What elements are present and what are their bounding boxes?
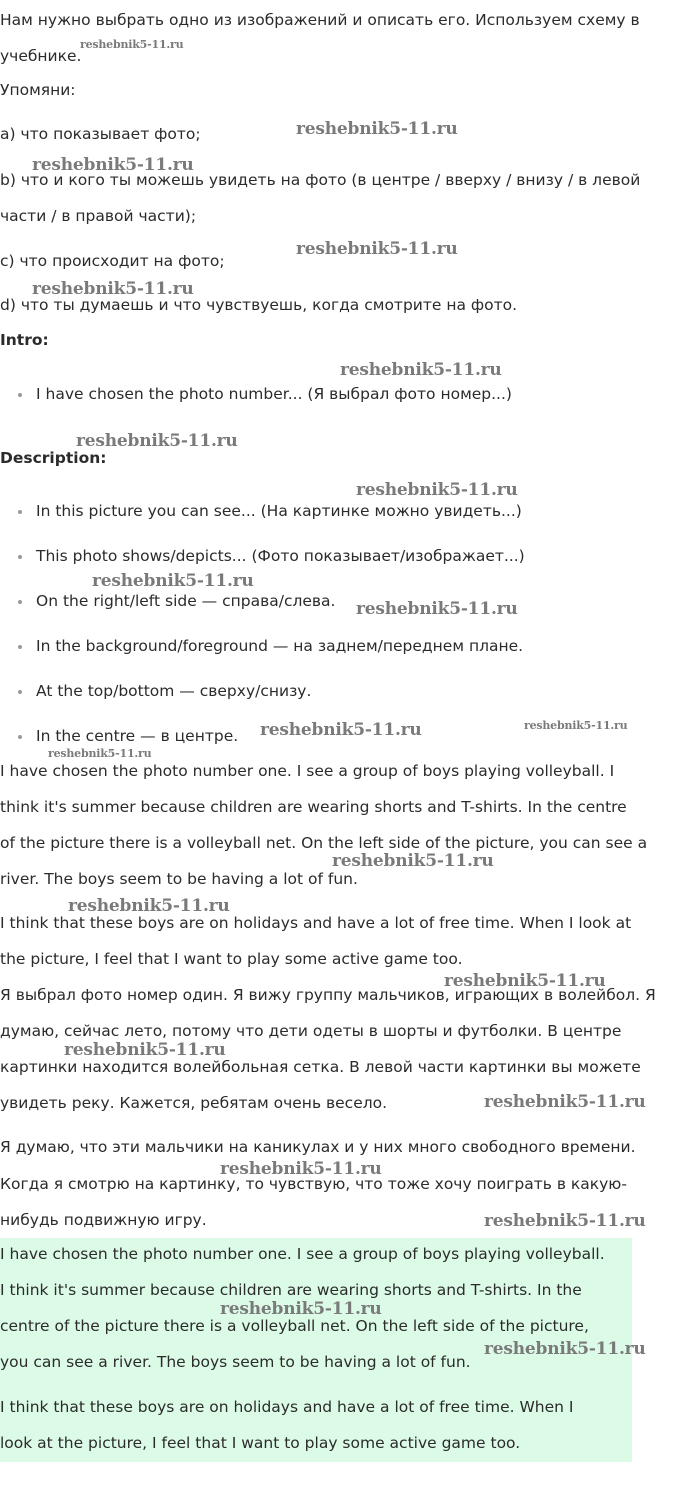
watermark: reshebnik5-11.ru bbox=[296, 239, 458, 259]
highlighted-text-line: you can see a river. The boys seem to be having a lot of fun. bbox=[0, 1353, 471, 1371]
mention-item-c: c) что происходит на фото; bbox=[0, 252, 225, 270]
description-list-item: In the background/foreground — на заднем/переднем плане. bbox=[36, 637, 524, 655]
english-text-line: I think that these boys are on holidays and have a lot of free time. When I look at bbox=[0, 914, 632, 932]
watermark: reshebnik5-11.ru bbox=[296, 119, 458, 139]
intro-list-item: I have chosen the photo number... (Я выбрал фото номер...) bbox=[36, 385, 512, 403]
intro-line: учебнике. bbox=[0, 47, 82, 65]
watermark: reshebnik5-11.ru bbox=[32, 279, 194, 299]
highlighted-text-line: centre of the picture there is a volleyball net. On the left side of the picture, bbox=[0, 1317, 589, 1335]
bullet-dot bbox=[18, 645, 22, 649]
bullet-dot bbox=[18, 393, 22, 397]
description-list-item: In this picture you can see... (На картинке можно увидеть...) bbox=[36, 502, 522, 520]
watermark: reshebnik5-11.ru bbox=[80, 38, 184, 51]
bullet-dot bbox=[18, 600, 22, 604]
watermark: reshebnik5-11.ru bbox=[48, 747, 152, 760]
highlighted-text-line: I have chosen the photo number one. I see a group of boys playing volleyball. bbox=[0, 1245, 605, 1263]
watermark: reshebnik5-11.ru bbox=[484, 1211, 646, 1231]
mention-item-a: a) что показывает фото; bbox=[0, 125, 201, 143]
intro-line: Нам нужно выбрать одно из изображений и описать его. Используем схему в bbox=[0, 11, 640, 29]
mention-item-d: d) что ты думаешь и что чувствуешь, когда смотрите на фото. bbox=[0, 296, 518, 314]
russian-text-line: Когда я смотрю на картинку, то чувствую, что тоже хочу поиграть в какую- bbox=[0, 1175, 627, 1193]
watermark: reshebnik5-11.ru bbox=[444, 971, 606, 991]
mention-item-b-cont: части / в правой части); bbox=[0, 207, 197, 225]
watermark: reshebnik5-11.ru bbox=[64, 1040, 226, 1060]
mention-item-b: b) что и кого ты можешь увидеть на фото (в центре / вверху / внизу / в левой bbox=[0, 171, 641, 189]
bullet-dot bbox=[18, 690, 22, 694]
watermark: reshebnik5-11.ru bbox=[484, 1092, 646, 1112]
bullet-dot bbox=[18, 510, 22, 514]
watermark: reshebnik5-11.ru bbox=[332, 851, 494, 871]
watermark: reshebnik5-11.ru bbox=[68, 896, 230, 916]
watermark: reshebnik5-11.ru bbox=[260, 720, 422, 740]
english-text-line: of the picture there is a volleyball net. On the left side of the picture, you can see a bbox=[0, 834, 648, 852]
description-list-item: At the top/bottom — сверху/снизу. bbox=[36, 682, 312, 700]
russian-text-line: Я думаю, что эти мальчики на каникулах и у них много свободного времени. bbox=[0, 1138, 636, 1156]
watermark: reshebnik5-11.ru bbox=[220, 1299, 382, 1319]
highlighted-text-line: look at the picture, I feel that I want to play some active game too. bbox=[0, 1434, 521, 1452]
russian-text-line: картинки находится волейбольная сетка. В левой части картинки вы можете bbox=[0, 1058, 641, 1076]
watermark: reshebnik5-11.ru bbox=[32, 155, 194, 175]
watermark: reshebnik5-11.ru bbox=[356, 599, 518, 619]
russian-text-line: увидеть реку. Кажется, ребятам очень весело. bbox=[0, 1094, 388, 1112]
watermark: reshebnik5-11.ru bbox=[524, 719, 628, 732]
mention-heading: Упомяни: bbox=[0, 81, 76, 99]
description-heading: Description: bbox=[0, 449, 107, 467]
description-list-item: On the right/left side — справа/слева. bbox=[36, 592, 336, 610]
description-list-item: This photo shows/depicts... (Фото показывает/изображает...) bbox=[36, 547, 525, 565]
highlighted-text-line: I think that these boys are on holidays and have a lot of free time. When I bbox=[0, 1398, 574, 1416]
russian-text-line: нибудь подвижную игру. bbox=[0, 1211, 207, 1229]
watermark: reshebnik5-11.ru bbox=[356, 480, 518, 500]
english-text-line: the picture, I feel that I want to play some active game too. bbox=[0, 950, 463, 968]
watermark: reshebnik5-11.ru bbox=[340, 360, 502, 380]
english-text-line: river. The boys seem to be having a lot of fun. bbox=[0, 870, 358, 888]
bullet-dot bbox=[18, 555, 22, 559]
russian-text-line: думаю, сейчас лето, потому что дети одеты в шорты и футболки. В центре bbox=[0, 1022, 622, 1040]
russian-text-line: Я выбрал фото номер один. Я вижу группу мальчиков, играющих в волейбол. Я bbox=[0, 986, 656, 1004]
description-list-item: In the centre — в центре. bbox=[36, 727, 239, 745]
watermark: reshebnik5-11.ru bbox=[484, 1339, 646, 1359]
bullet-dot bbox=[18, 735, 22, 739]
watermark: reshebnik5-11.ru bbox=[76, 431, 238, 451]
highlighted-text-line: I think it's summer because children are wearing shorts and T-shirts. In the bbox=[0, 1281, 582, 1299]
watermark: reshebnik5-11.ru bbox=[220, 1159, 382, 1179]
watermark: reshebnik5-11.ru bbox=[92, 571, 254, 591]
english-text-line: I have chosen the photo number one. I see a group of boys playing volleyball. I bbox=[0, 762, 615, 780]
intro-heading: Intro: bbox=[0, 331, 49, 349]
english-text-line: think it's summer because children are wearing shorts and T-shirts. In the centre bbox=[0, 798, 627, 816]
